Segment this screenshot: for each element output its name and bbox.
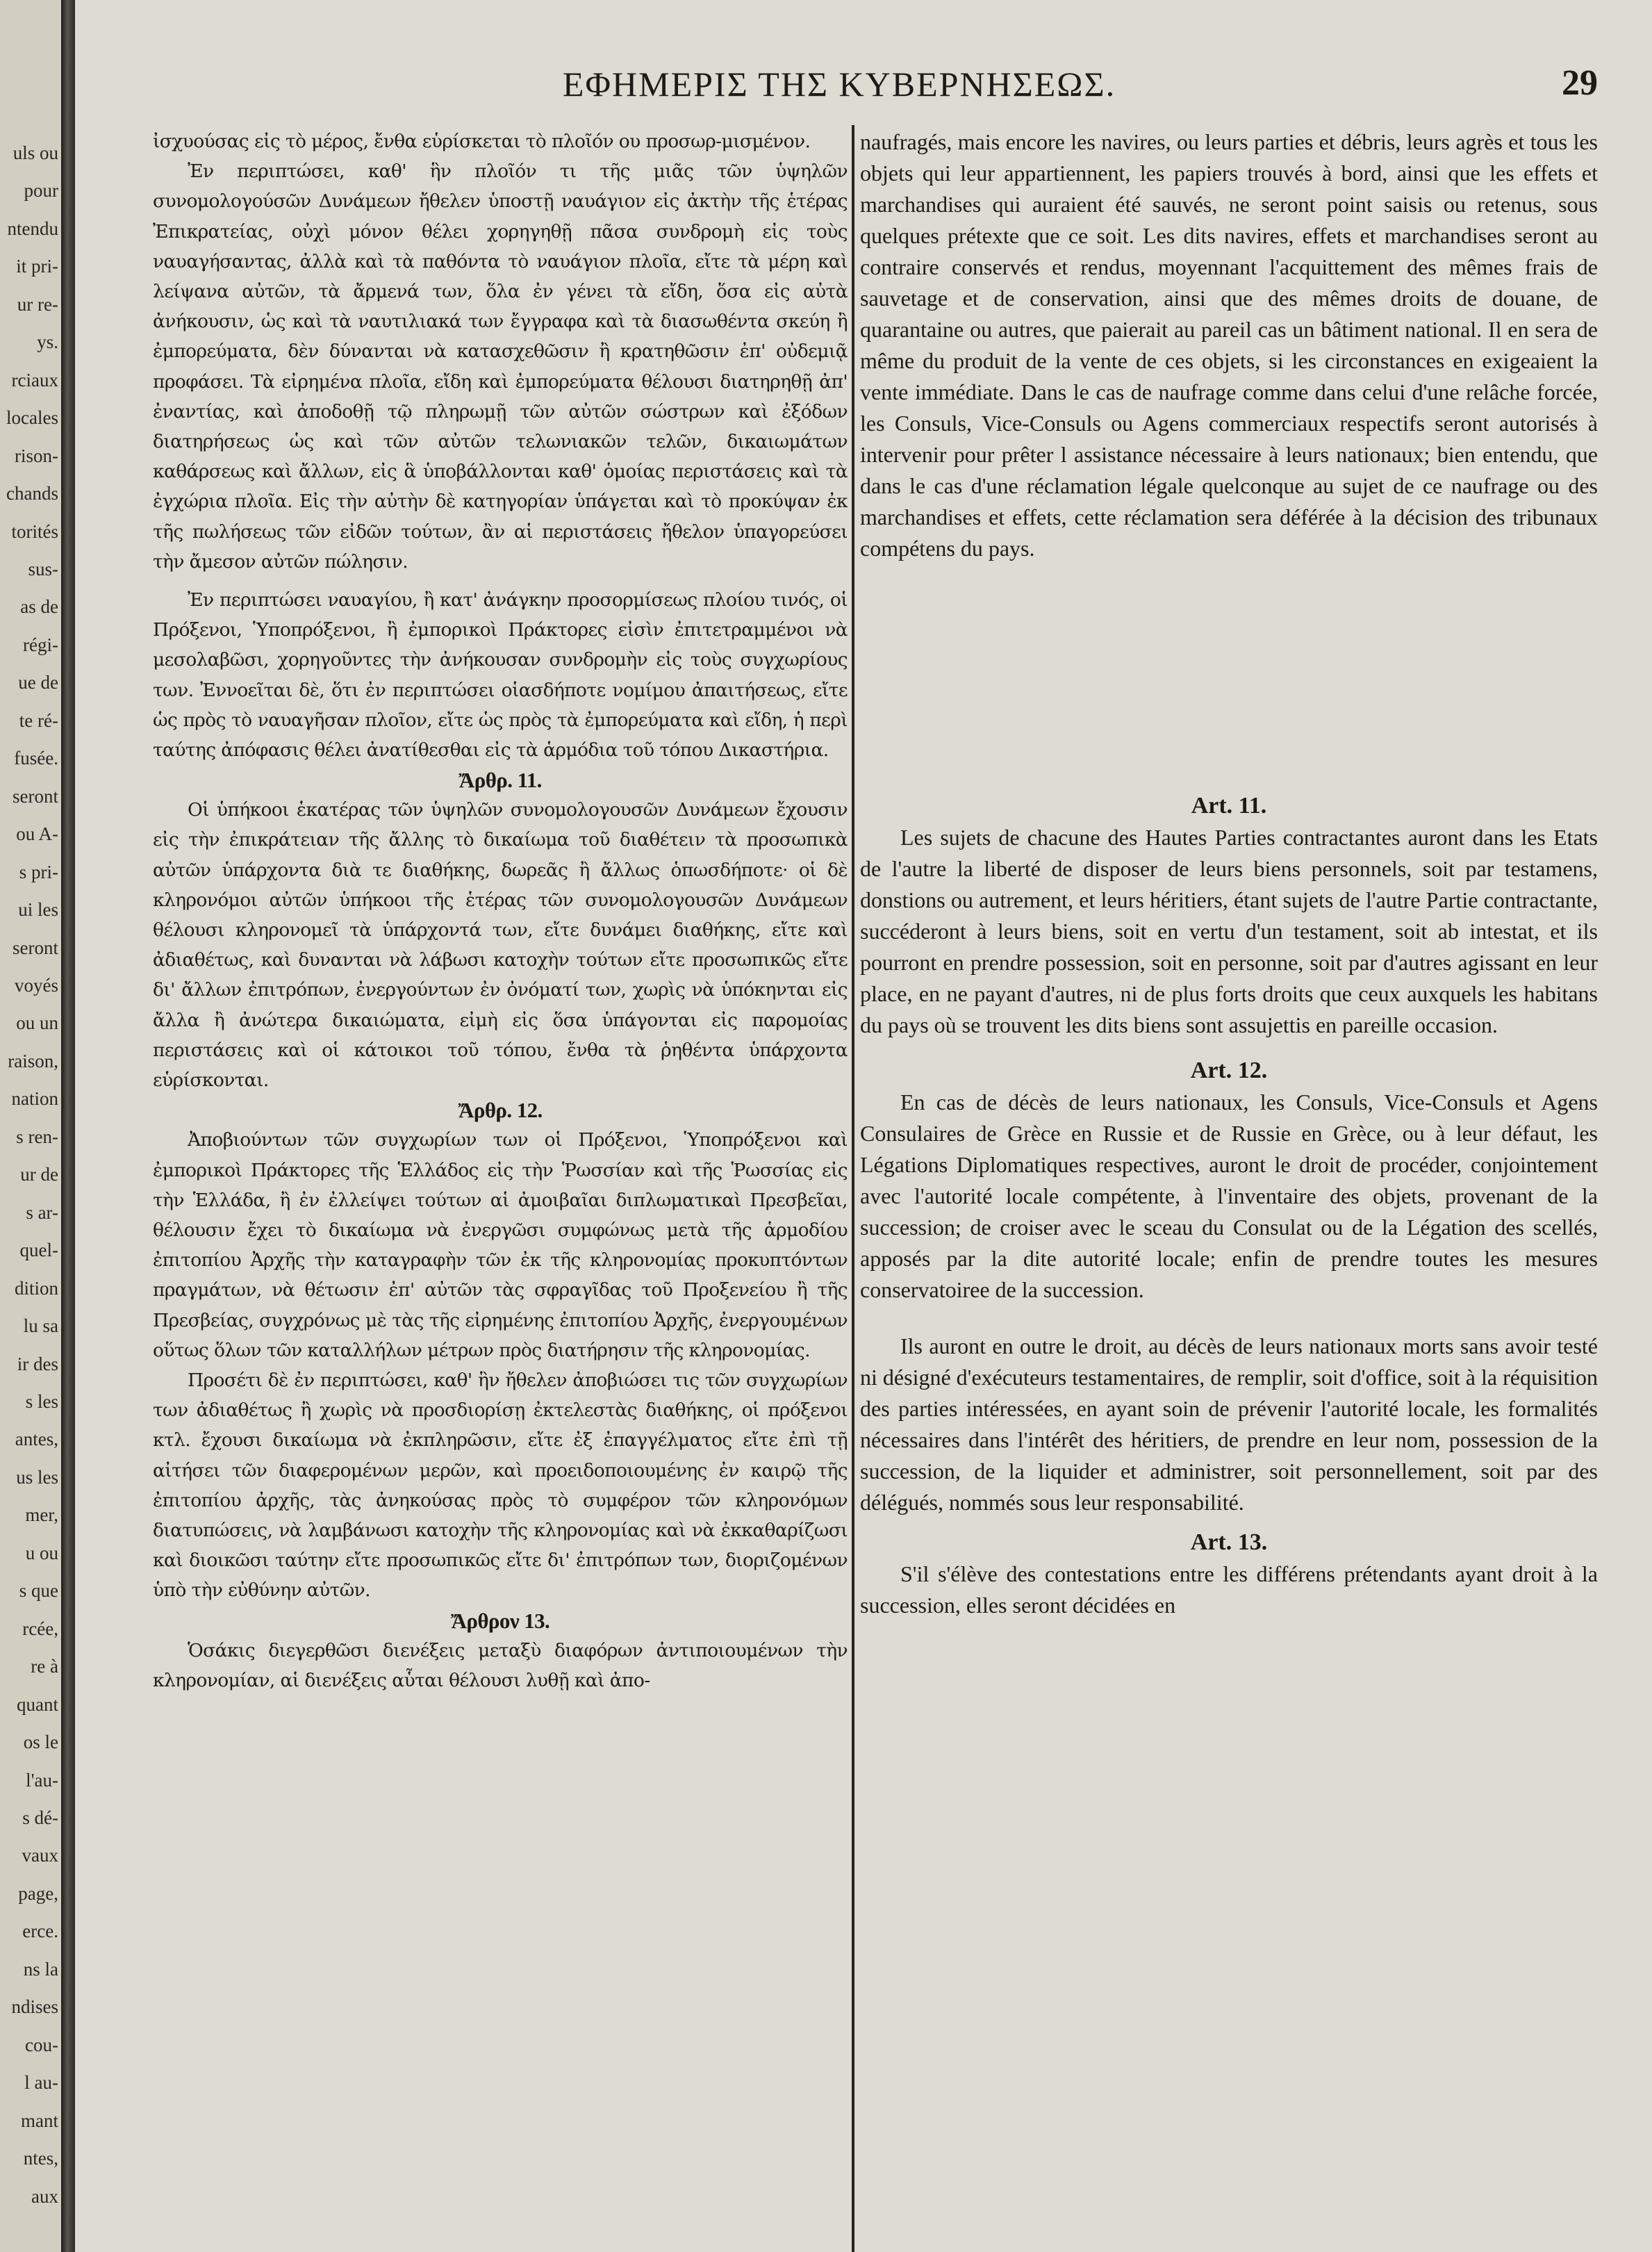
- french-article-12-heading: Art. 12.: [1190, 1058, 1268, 1083]
- greek-article-12-text-2: Προσέτι δὲ ἐν περιπτώσει, καθ' ἣν ἤθελεν ἀποβιώσει τις τῶν συγχωρίων των ἀδιαθέτως ἢ χωρὶς νὰ προσδιορίσῃ ἐκτελεστὰς διαθήκης, οἱ πρόξενοι κτλ. ἔχουσι δικαίωμα νὰ ἐκπληρῶσιν, εἴτε ἐξ ἐπαγγέλματος εἴτε ἐπὶ τῇ αἰτήσει τῶν διαφερομένων μερῶν, καὶ προειδοποιουμένης ἐν καιρῷ τῆς ἐπιτοπίου ἀρχῆς, τὰς ἀνηκούσας πρὸς τὸ συμφέρον τῶν κληρονόμων διατυπώσεις, νὰ λαμβάνωσι κατοχὴν τῆς κληρονομίας καὶ νὰ ἐκκαθαρίζωσι καὶ διοικῶσι ταύτην εἴτε προσωπικῶς εἴτε δι' ἐπιτρόπων των, διοριζομένων ὑπὸ τὴν εὐθύνην αὐτῶν.: [153, 1369, 848, 1602]
- facing-page-fragment: as de: [20, 596, 58, 617]
- facing-page-edge: [0, 0, 61, 2252]
- facing-page-fragment: raison,: [8, 1051, 58, 1071]
- facing-page-fragment: rciaux: [11, 370, 58, 391]
- greek-article-12-heading: Ἄρθρ. 12.: [458, 1098, 543, 1123]
- facing-page-fragment: l'au-: [26, 1770, 58, 1791]
- greek-paragraph-shipwreck: Ἐν περιπτώσει, καθ' ἣν πλοῖόν τι τῆς μιᾶς τῶν ὑψηλῶν συνομολογούσῶν Δυνάμεων ἤθελεν ὑποστῇ ναυάγιον εἰς ἀκτὴν τῆς ἑτέρας Ἐπικρατείας, οὐχὶ μόνον θέλει χορηγηθῇ πᾶσα συνδρομὴ εἰς τοὺς ναυαγήσαντας, ἀλλὰ καὶ τὰ παθόντα τὸ ναυάγιον πλοῖα, εἴτε τὰ μέρη καὶ λείψανα αὐτῶν, τὰ ἄρμενά των, ὅλα ἐν γένει τὰ εἴδη, ὅσα εἰς αὐτὰ ἀνήκουσιν, ὡς καὶ τὰ ναυτιλιακά των ἔγγραφα καὶ τὰ διασωθέντα σκεύη ἢ ἐμπορεύματα, δὲν δύνανται νὰ κατασχεθῶσιν ἢ κρατηθῶσιν ἐπ' οὐδεμιᾷ προφάσει. Τὰ εἰρημένα πλοῖα, εἴδη καὶ ἐμπορεύματα θέλουσι διατηρηθῇ ἀπ' ἐναντίας, καὶ ἀποδοθῇ τῷ πληρωμῇ τῶν αὐτῶν σώστρων καὶ ἐξόδων διατηρήσεως ὡς καὶ τῶν αὐτῶν τελωνιακῶν τελῶν, δικαιωμάτων καθάρσεως καὶ ἄλλων, εἰς ἃ ὑποβάλλονται καθ' ὁμοίας περιστάσεις καὶ τὰ ἐγχώρια πλοῖα. Εἰς τὴν αὐτὴν δὲ κατηγορίαν ὑπάγεται καὶ τὸ προκύψαν ἐκ τῆς πωλήσεως τῶν εἰδῶν τούτων, ἂν αἱ περιστάσεις ἤθελον ὑπαγορεύσει τὴν ἄμεσον αὐτῶν πώλησιν.: [153, 161, 848, 573]
- facing-page-fragment: dition: [14, 1278, 58, 1299]
- greek-article-11-heading: Ἄρθρ. 11.: [459, 768, 542, 793]
- facing-page-fragment: ndises: [11, 1996, 58, 2017]
- french-article-11-text: Les sujets de chacune des Hautes Parties contractantes auront dans les Etats de l'autre la liberté de disposer de leurs biens personnels, soit par testamens, donstions ou autrement, et leurs héritiers, étant sujets de l'autre Partie contractante, succéderont à leurs biens, soit en vertu d'un testament, soit ab intestat, et ils pourront en prendre possession, soit en personne, soit par d'autres agissant en leur place, en ne payant d'autres, ni de plus forts droits que ceux auxquels les habitans du pays où se trouvent les dits biens sont assujettis en pareille occasion.: [860, 825, 1598, 1037]
- greek-article-11-text: Οἱ ὑπήκοοι ἑκατέρας τῶν ὑψηλῶν συνομολογουσῶν Δυνάμεων ἔχουσιν εἰς τὴν ἐπικράτειαν τῆς ἄλλης τὸ δικαίωμα τοῦ διαθέτειν τὰ προσωπικὰ αὐτῶν ὑπάρχοντα διὰ τε διαθήκης, δωρεᾶς ἢ ἄλλως ὁπωσδήποτε· οἱ δὲ κληρονόμοι αὐτῶν ὑπήκοοι τῆς ἑτέρας τῶν συνομολογουσῶν Δυνάμεων θέλουσι κληρονομεῖ τὰ ὑπάρχοντά των, εἴτε δυνάμει διαθήκης, εἴτε καὶ ἀδιαθέτως, καὶ δυνανται νὰ λάβωσι κατοχὴν τούτων εἴτε προσωπικῶς εἴτε δι' ἄλλων ἐπιτρόπων, ἐνεργούντων ἐν ὀνόματί των, χωρὶς νὰ ὑπόκηνται εἰς ἄλλα ἢ ἀνώτερα δικαιώματα, εἰμὴ εἰς ὅσα ὑπάγονται εἰς παρομοίας περιστάσεις καὶ οἱ κάτοικοι τοῦ τόπου, ἔνθα τὰ ῥηθέντα ὑπάρχοντα εὑρίσκονται.: [153, 799, 848, 1092]
- facing-page-fragment: ys.: [37, 331, 58, 352]
- facing-page-fragment: it pri-: [16, 256, 58, 277]
- facing-page-fragment: ntendu: [7, 218, 58, 239]
- facing-page-fragment: seront: [13, 786, 58, 807]
- greek-paragraph-consuls: Ἐν περιπτώσει ναυαγίου, ἢ κατ' ἀνάγκην προσορμίσεως πλοίου τινός, οἱ Πρόξενοι, Ὑποπρόξενοι, ἢ ἐμπορικοὶ Πράκτορες εἰσὶν ἐπιτετραμμένοι νὰ μεσολαβῶσι, χορηγοῦντες τὴν ἀνήκουσαν συνδρομὴν εἰς τοὺς συγχωρίους των. Ἐννοεῖται δὲ, ὅτι ἐν περιπτώσει οἱασδήποτε νομίμου ἀπαιτήσεως, εἴτε ὡς πρὸς τὸ ναυαγῆσαν πλοῖον, εἴτε ὡς πρὸς τὰ ἐμπορεύματα καὶ εἴδη, ἡ περὶ ταύτης ἀπόφασις θέλει ἀνατίθεσθαι εἰς τὰ ἁρμόδια τοῦ τόπου Δικαστήρια.: [153, 589, 848, 762]
- greek-paragraph-intro: ἰσχυούσας εἰς τὸ μέρος, ἔνθα εὑρίσκεται τὸ πλοῖόν ου προσωρ-μισμένον.: [153, 131, 811, 152]
- facing-page-fragment: s pri-: [19, 862, 58, 882]
- facing-page-fragment: re à: [31, 1656, 58, 1677]
- french-article-12-text-2: Ils auront en outre le droit, au décès de leurs nationaux morts sans avoir testé ni désigné d'exécuteurs testamentaires, de remplir, soit d'office, soit à la réquisition des parties intéressées, en ayant soin de prévenir l'autorité locale, les formalités nécessaires dans l'intérêt des héritiers, de prendre en leur nom, possession de la succession, de la liquider et administrer, soit personnellement, soit par des délégués, nommés sous leur responsabilité.: [860, 1333, 1598, 1515]
- facing-page-fragment: ue de: [18, 672, 58, 693]
- facing-page-fragment: régi-: [23, 634, 58, 655]
- facing-page-fragment: ui les: [18, 899, 58, 920]
- facing-page-fragment: s que: [19, 1580, 58, 1601]
- facing-page-fragment: ou un: [16, 1012, 58, 1033]
- facing-page-fragment: ir des: [17, 1354, 58, 1374]
- facing-page-fragment: ur re-: [17, 294, 58, 315]
- facing-page-fragment: fusée.: [14, 748, 58, 769]
- facing-page-fragment: l au-: [24, 2072, 58, 2093]
- column-divider: [852, 125, 854, 2252]
- facing-page-fragment: torités: [11, 521, 58, 542]
- french-paragraph-shipwreck: naufragés, mais encore les navires, ou leurs parties et débris, leurs agrès et tous les objets qui leur appartiennent, les papiers trouvés à bord, ainsi que les effets et marchandises qui auraient été sauvés, ne seront point saisis ou retenus, sous quelques prétexte que ce soit. Les dits navires, effets et marchandises seront au contraire conservés et rendus, moyennant l'acquittement des mêmes frais de sauvetage et de conservation, ainsi que des mêmes droits de douane, de quarantaine ou autres, que paierait au pareil cas un bâtiment national. Il en sera de même du produit de la vente de ces objets, si les circonstances en exigeaient la vente immédiate. Dans le cas de naufrage comme dans celui d'une relâche forcée, les Consuls, Vice-Consuls ou Agens commerciaux respectifs seront autorisés à intervenir pour prêter l assistance nécessaire à leurs nationaux; bien entendu, que dans le cas d'une réclamation légale quelconque au sujet de ce naufrage ou des marchandises et effets, cette réclamation sera déférée à la décision des tribunaux compétens du pays.: [860, 129, 1598, 561]
- facing-page-fragment: sus-: [28, 559, 58, 580]
- facing-page-fragment: voyés: [15, 975, 58, 996]
- facing-page-fragment: seront: [13, 937, 58, 958]
- facing-page-fragment: pour: [24, 180, 58, 201]
- document-page: [75, 0, 1652, 2252]
- facing-page-fragment: mant: [21, 2110, 58, 2131]
- french-column: [860, 126, 1598, 1621]
- facing-page-fragment: aux: [31, 2186, 58, 2207]
- greek-article-13-heading: Ἄρθρον 13.: [450, 1608, 550, 1633]
- page-number: 29: [1562, 63, 1598, 103]
- french-article-13-heading: Art. 13.: [1190, 1529, 1268, 1555]
- facing-page-fragment: ns la: [23, 1959, 58, 1980]
- facing-page-fragment: s ar-: [26, 1202, 58, 1223]
- facing-page-fragment: rcée,: [22, 1618, 58, 1639]
- page-header: [75, 61, 1652, 110]
- facing-page-fragment: mer,: [25, 1504, 58, 1525]
- facing-page-fragment: quel-: [19, 1240, 58, 1260]
- facing-page-fragment: nation: [11, 1088, 58, 1109]
- facing-page-fragment: vaux: [22, 1845, 58, 1866]
- french-article-13-text: S'il s'élève des contestations entre les différens prétendants ayant droit à la succession, elles seront décidées en: [860, 1561, 1598, 1618]
- facing-page-fragment: s les: [25, 1391, 58, 1412]
- greek-article-13-text: Ὁσάκις διεγερθῶσι διενέξεις μεταξὺ διαφόρων ἀντιποιουμένων τὴν κληρονομίαν, αἱ διενέξεις αὗται θέλουσι λυθῇ καὶ ἀπο-: [153, 1639, 848, 1691]
- facing-page-fragment: u ou: [25, 1543, 58, 1563]
- facing-page-fragment: quant: [17, 1694, 58, 1715]
- french-article-11-heading: Art. 11.: [1191, 793, 1267, 819]
- facing-page-fragment: antes,: [15, 1429, 58, 1449]
- facing-page-fragment: s dé-: [22, 1807, 58, 1828]
- facing-page-fragment: us les: [16, 1467, 58, 1488]
- running-title: ΕΦΗΜΕΡΙΣ ΤΗΣ ΚΥΒΕΡΝΗΣΕΩΣ.: [562, 65, 1116, 104]
- greek-column: [153, 126, 848, 1695]
- facing-page-fragment: locales: [6, 407, 58, 428]
- facing-page-fragment: cou-: [25, 2035, 58, 2055]
- facing-page-fragment: os le: [23, 1732, 58, 1752]
- facing-page-fragment: ou A-: [16, 823, 58, 844]
- facing-page-fragment: uls ou: [13, 142, 58, 163]
- book-gutter: [61, 0, 75, 2252]
- facing-page-fragment: s ren-: [16, 1126, 58, 1147]
- facing-page-fragment: rison-: [15, 445, 58, 466]
- facing-page-fragment: page,: [18, 1883, 58, 1904]
- facing-page-fragment: lu sa: [23, 1315, 58, 1336]
- french-article-12-text-1: En cas de décès de leurs nationaux, les Consuls, Vice-Consuls et Agens Consulaires de Grèce en Russie et de Russie en Grèce, ou à leur défaut, les Légations Diplomatiques respectives, auront le droit de procéder, conjointement avec l'autorité locale compétente, à l'inventaire des objets, provenant de la succession; de croiser avec le sceau du Consulat ou de la Légation des scellés, apposés par la dite autorité locale; enfin de prendre toutes les mesures conservatoiree de la succession.: [860, 1090, 1598, 1302]
- greek-article-12-text-1: Ἀποβιούντων τῶν συγχωρίων των οἱ Πρόξενοι, Ὑποπρόξενοι καὶ ἐμπορικοὶ Πράκτορες τῆς Ἑλλάδος εἰς τὴν Ῥωσσίαν καὶ τῆς Ῥωσσίας εἰς τὴν Ἑλλάδα, ἢ ἐν ἐλλείψει τούτων αἱ ἀμοιβαῖαι διπλωματικαὶ Πρεσβεῖαι, θέλουσιν ἔχει τὸ δικαίωμα νὰ ἐνεργῶσι συμφώνως μετὰ τῆς ἁρμοδίου ἐπιτοπίου Ἀρχῆς τὴν καταγραφὴν τῶν ἐκ τῆς κληρονομίας προκυπτόντων πραγμάτων, νὰ θέτωσιν ἐπ' αὐτῶν τὰς σφραγῖδας τοῦ Προξενείου ἢ τῆς Πρεσβείας, συγχρόνως μὲ τὰς τῆς εἰρημένης ἐπιτοπίου Ἀρχῆς, ἐνεργουμένων οὕτως ὅλων τῶν καταλλήλων μέτρων πρὸς διατήρησιν τῆς κληρονομίας.: [153, 1129, 848, 1361]
- facing-page-fragment: te ré-: [19, 710, 58, 731]
- facing-page-fragment: chands: [6, 483, 58, 504]
- facing-page-fragment: ntes,: [23, 2148, 58, 2169]
- facing-page-fragment: erce.: [22, 1921, 58, 1941]
- facing-page-fragment: ur de: [20, 1164, 58, 1185]
